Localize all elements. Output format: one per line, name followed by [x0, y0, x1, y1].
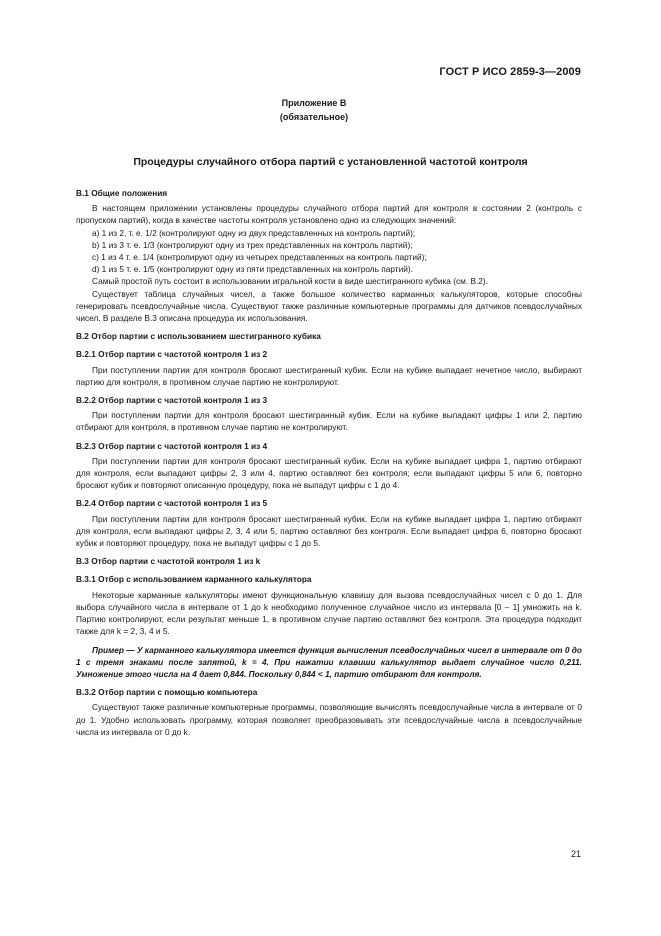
page-number: 21: [571, 849, 582, 859]
example-note: Пример — У карманного калькулятора имеется функция вычисления псевдослучайных чисел в интервале от 0 до 1 с тремя знаками после запятой, k = 4. При нажатии клавиши калькулятор выдает случайное число 0,211. Умножение этого числа на 4 дает 0,844. Поскольку 0,844 < 1, партию отбирают для контроля.: [76, 644, 582, 679]
section-b1-heading: В.1 Общие положения: [76, 188, 168, 198]
subsection-b2-1-heading: В.2.1 Отбор партии с частотой контроля 1 из 2: [76, 349, 268, 360]
appendix-heading: [0, 96, 628, 124]
list-item: b) 1 из 3 т. е. 1/3 (контролируют одну из трех представленных на контроль партий);: [92, 239, 413, 250]
paragraph: Существует таблица случайных чисел, а также большое количество карманных калькуляторов, которые способны генерировать псевдослучайные числа. Существуют также различные компьютерные программы для датчиков псевдослучайных чисел. В разделе В.3 описана процедура их использования.: [76, 288, 582, 324]
section-b2-heading: В.2 Отбор партии с использованием шестигранного кубика: [76, 331, 321, 342]
paragraph: Некоторые карманные калькуляторы имеют функциональную клавишу для вызова псевдослучайных чисел с 0 до 1. Для выбора случайного числа в интервале от 1 до k необходимо полученное случайное число из интервала [0 – 1] умножить на k. Партию контролируют, если результат меньше 1, в противном случае партию оставляют без контроля. Эта процедура подходит также для k = 2, 3, 4 и 5.: [76, 589, 582, 637]
appendix-name: Приложение В: [281, 98, 347, 108]
document-body: [76, 187, 582, 738]
subsection-b2-2-heading: В.2.2 Отбор партии с частотой контроля 1 из 3: [76, 395, 268, 406]
paragraph: Существуют также различные компьютерные программы, позволяющие вычислять псевдослучайные числа в интервале от 0 до 1. Удобно использовать программу, которая позволяет преобразовывать эти псевдослучайные числа в псевдослучайные числа из интервала от 0 до k.: [76, 702, 582, 737]
list-item: а) 1 из 2, т. е. 1/2 (контролируют одну из двух представленных на контроль партий);: [92, 227, 416, 238]
paragraph: При поступлении партии для контроля бросают шестигранный кубик. Если на кубике выпадает цифра 1, партию отбирают для контроля, если выпадают цифры 2, 3 или 4, партию оставляют без контроля; если выпадают цифры 5 или 6, повторно бросают кубик и повторяют описанную процедуру, пока не выпадут цифры с 1 до 4.: [76, 455, 582, 491]
section-b3-heading: В.3 Отбор партии с частотой контроля 1 из k: [76, 556, 261, 567]
appendix-status: (обязательное): [279, 112, 349, 122]
list-item: d) 1 из 5 т. е. 1/5 (контролируют одну из пяти представленных на контроль партий).: [92, 264, 413, 275]
paragraph: В настоящем приложении установлены процедуры случайного отбора партий для контроля в состоянии 2 (контроль с пропуском партий), когда в качестве частоты контроля установлено одно из следующих значений:: [76, 203, 582, 226]
subsection-b2-4-heading: В.2.4 Отбор партии с частотой контроля 1 из 5: [76, 498, 268, 509]
standard-header: ГОСТ Р ИСО 2859-3—2009: [439, 66, 581, 78]
paragraph: При поступлении партии для контроля бросают шестигранный кубик. Если на кубике выпадают цифры 1 или 2, партию отбирают для контроля, в противном случае партию не контролируют.: [76, 410, 582, 433]
paragraph: При поступлении партии для контроля бросают шестигранный кубик. Если на кубике выпадает нечетное число, выбирают партию для контроля, в противном случае партию не контролируют.: [76, 364, 582, 387]
subsection-b3-2-heading: В.3.2 Отбор партии с помощью компьютера: [76, 687, 258, 698]
paragraph: При поступлении партии для контроля бросают шестигранный кубик. Если на кубике выпадает цифра 1, партию отбирают для контроля, если выпадают цифры 2, 3, 4 или 5, партию оставляют без контроля. Если выпадает цифра 6, повторно бросают кубик и повторяют процедуру, пока не выпадут цифры с 1 до 5.: [76, 513, 582, 549]
list-item: с) 1 из 4 т. е. 1/4 (контролируют одну из четырех представленных на контроль партий);: [92, 252, 427, 263]
paragraph: Самый простой путь состоит в использовании игральной кости в виде шестигранного кубика (см. В.2).: [92, 276, 488, 287]
page-title: Процедуры случайного отбора партий с установленной частотой контроля: [133, 156, 528, 168]
subsection-b3-1-heading: В.3.1 Отбор с использованием карманного калькулятора: [76, 574, 312, 585]
subsection-b2-3-heading: В.2.3 Отбор партии с частотой контроля 1 из 4: [76, 440, 268, 451]
